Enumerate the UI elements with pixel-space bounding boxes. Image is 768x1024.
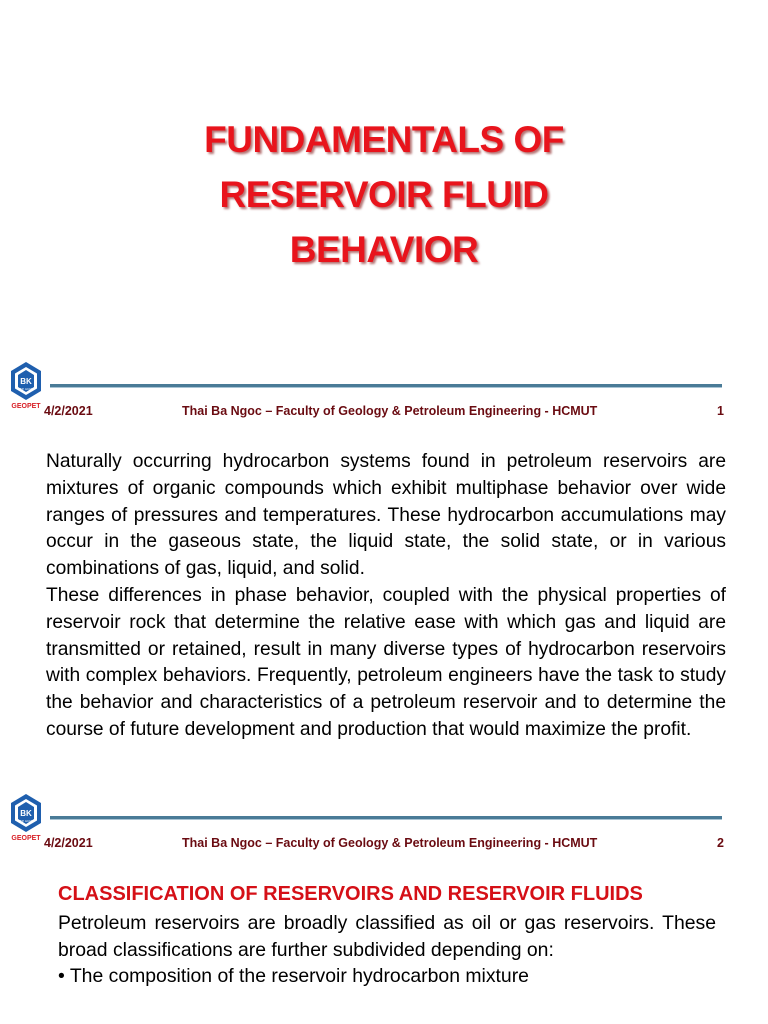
footer-page-number: 2 [717, 836, 724, 850]
slide2-body [46, 449, 726, 744]
bullet-item: • The composition of the reservoir hydrocarbon mixture [58, 965, 529, 988]
title-line-2: RESERVOIR FLUID [219, 174, 549, 215]
section-heading: CLASSIFICATION OF RESERVOIRS AND RESERVOIR FLUIDS [58, 883, 643, 905]
footer-author: Thai Ba Ngoc – Faculty of Geology & Petroleum Engineering - HCMUT [182, 836, 598, 850]
slide2-footer [44, 836, 724, 854]
paragraph: Naturally occurring hydrocarbon systems found in petroleum reservoirs are mixtures of organic compounds which exhibit multiphase behavior over wide ranges of pressures and temperatures. These hydrocarbon accumulations may occur in the gaseous state, the liquid state, the solid state, or in various combinations of gas, liquid, and solid. [46, 451, 726, 580]
title-line-3: BEHAVIOR [289, 229, 479, 270]
footer-date: 4/2/2021 [44, 836, 93, 850]
footer-author: Thai Ba Ngoc – Faculty of Geology & Petroleum Engineering - HCMUT [182, 404, 598, 418]
geopet-logo [8, 360, 44, 410]
footer-divider [50, 816, 722, 819]
title-line-1: FUNDAMENTALS OF [204, 119, 564, 160]
intro-paragraph: Petroleum reservoirs are broadly classified as oil or gas reservoirs. These broad classifications are further subdivided depending on: [58, 912, 716, 961]
logo-sub-text: TP. HCM [20, 387, 32, 391]
slide3-body [58, 910, 716, 990]
paragraph: These differences in phase behavior, coupled with the physical properties of reservoir rock that determine the relative ease with which gas and liquid are transmitted or retained, result in many diverse types of hydrocarbon reservoirs with complex behaviors. Frequently, petroleum engineers have the task to study the behavior and characteristics of a petroleum reservoir and to determine the course of future development and production that would maximize the profit. [46, 584, 726, 740]
logo-badge-text: BK [20, 809, 32, 818]
footer-page-number: 1 [717, 404, 724, 418]
logo-badge-text: BK [20, 377, 32, 386]
geopet-logo-icon [8, 792, 44, 842]
logo-label: GEOPET [11, 403, 41, 410]
logo-sub-text: TP. HCM [20, 819, 32, 823]
slide1-footer [44, 404, 724, 422]
slide-title [0, 112, 768, 277]
footer-date: 4/2/2021 [44, 404, 93, 418]
geopet-logo [8, 792, 44, 842]
geopet-logo-icon [8, 360, 44, 410]
logo-label: GEOPET [11, 835, 41, 842]
footer-divider [50, 384, 722, 387]
